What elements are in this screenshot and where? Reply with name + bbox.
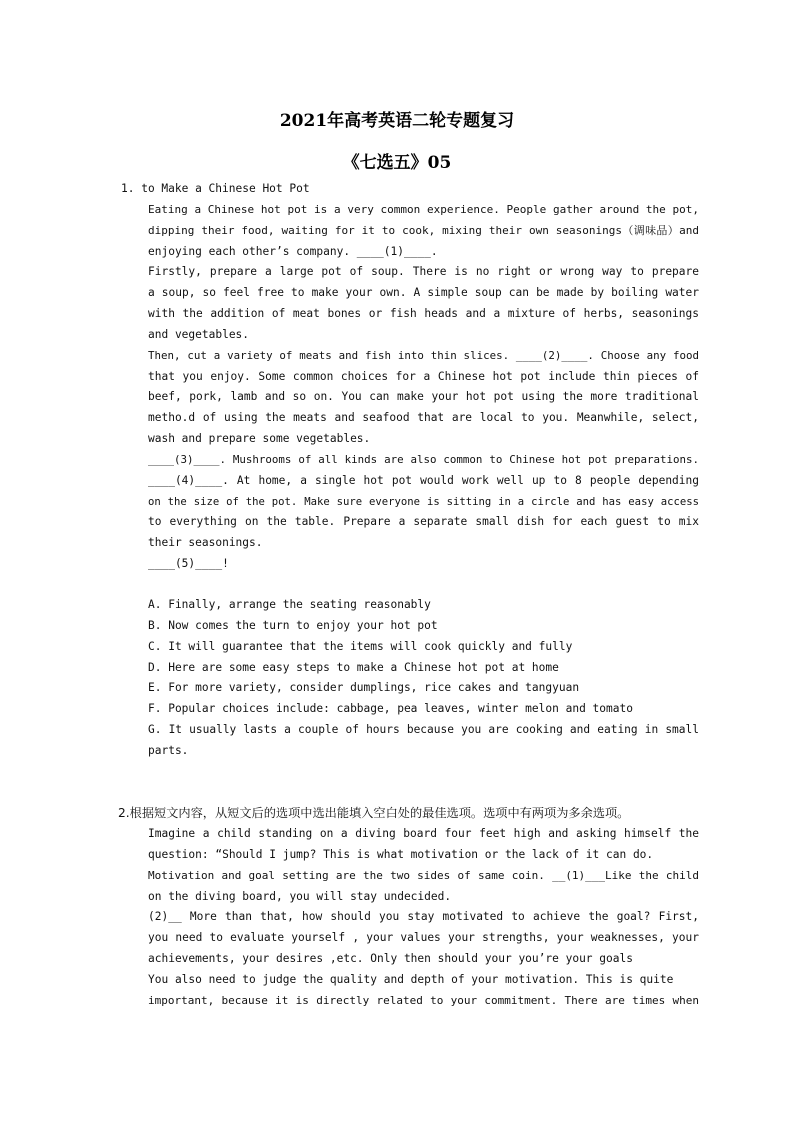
q1-line: enjoying each other’s company. ____(1)____. [148, 245, 438, 258]
q2-line: Motivation and goal setting are the two sides of same coin. __(1)___Like the child [148, 869, 699, 882]
q2-line: on the diving board, you will stay undecided. [148, 890, 452, 903]
q1-option: D. Here are some easy steps to make a Chinese hot pot at home [148, 661, 559, 674]
document-title: 2021年高考英语二轮专题复习 [279, 111, 515, 131]
q1-line: Firstly, prepare a large pot of soup. There is no right or wrong way to prepare [148, 265, 699, 278]
q1-option: C. It will guarantee that the items will cook quickly and fully [148, 640, 573, 653]
q1-option: parts. [148, 744, 189, 757]
q1-line: that you enjoy. Some common choices for a Chinese hot pot include thin pieces of [148, 370, 699, 383]
q1-line: on the size of the pot. Make sure everyone is sitting in a circle and has easy access [148, 496, 699, 508]
q2-line: (2)__ More than that, how should you stay motivated to achieve the goal? First, [148, 910, 699, 923]
q1-option: F. Popular choices include: cabbage, pea leaves, winter melon and tomato [148, 702, 633, 715]
q1-option: A. Finally, arrange the seating reasonably [148, 598, 431, 611]
q1-line: Then, cut a variety of meats and fish into thin slices. ____(2)____. Choose any food [148, 349, 699, 362]
q1-line: Eating a Chinese hot pot is a very common experience. People gather around the pot, [148, 203, 699, 216]
document-subtitle: 《七选五》05 [342, 153, 452, 173]
q1-line: a soup, so feel free to make your own. A simple soup can be made by boiling water [148, 286, 699, 299]
q1-option: E. For more variety, consider dumplings, rice cakes and tangyuan [148, 681, 580, 694]
q1-line: metho.d of using the meats and seafood that are local to you. Meanwhile, select, [148, 411, 699, 424]
q1-line: and vegetables. [148, 328, 250, 341]
q1-line: with the addition of meat bones or fish heads and a mixture of herbs, seasonings [148, 307, 699, 320]
q1-option: B. Now comes the turn to enjoy your hot pot [148, 619, 438, 632]
q1-line: ____(4)____. At home, a single hot pot would work well up to 8 people depending [148, 474, 699, 487]
q1-line: wash and prepare some vegetables. [148, 432, 371, 445]
q2-heading: 2.根据短文内容，从短文后的选项中选出能填入空白处的最佳选项。选项中有两项为多余选项。 [118, 806, 630, 820]
q2-line: Imagine a child standing on a diving board four feet high and asking himself the [148, 827, 699, 840]
q1-line: beef, pork, lamb and so on. You can make your hot pot using the more traditional [148, 390, 699, 403]
q1-line: ____(5)____! [148, 557, 229, 570]
q1-option: G. It usually lasts a couple of hours because you are cooking and eating in small [148, 723, 699, 736]
q1-line: their seasonings. [148, 536, 263, 549]
q2-line: achievements, your desires ,etc. Only then should your you’re your goals [148, 952, 633, 965]
q1-line: dipping their food, waiting for it to cook, mixing their own seasonings（调味品）and [148, 224, 699, 237]
q1-heading: 1. to Make a Chinese Hot Pot [121, 182, 310, 195]
q2-line: important, because it is directly related to your commitment. There are times when [148, 994, 699, 1007]
q2-line: You also need to judge the quality and depth of your motivation. This is quite [148, 973, 674, 986]
q1-line: to everything on the table. Prepare a separate small dish for each guest to mix [148, 515, 699, 528]
q1-line: ____(3)____. Mushrooms of all kinds are also common to Chinese hot pot preparations. [148, 453, 699, 466]
q2-line: you need to evaluate yourself , your values your strengths, your weaknesses, your [148, 931, 699, 944]
q2-line: question: “Should I jump? This is what motivation or the lack of it can do. [148, 848, 654, 861]
